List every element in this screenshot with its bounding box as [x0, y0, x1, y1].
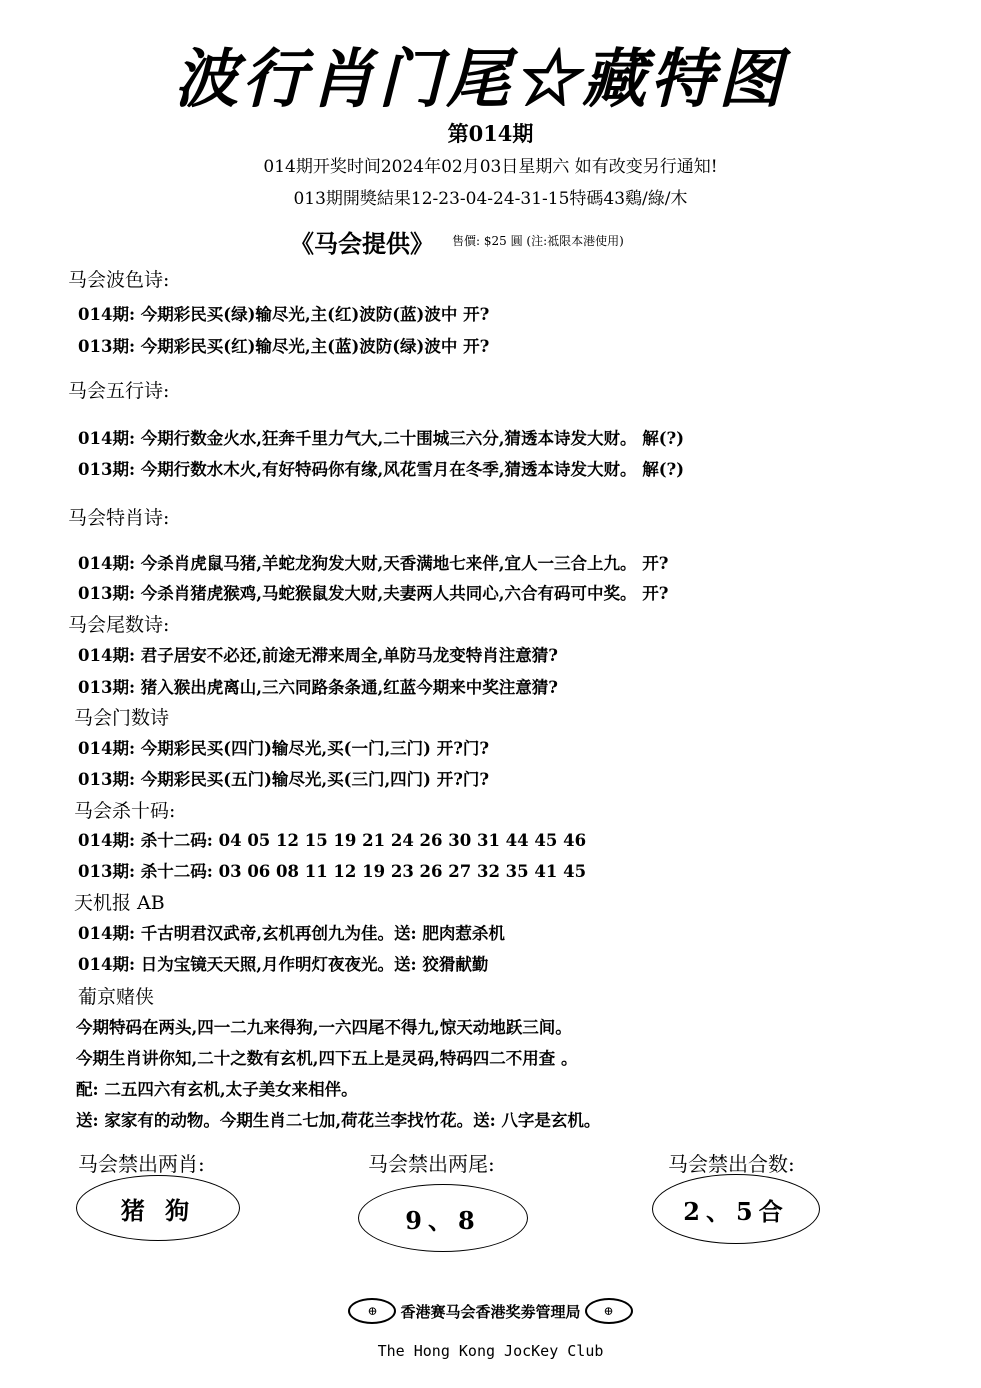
club-name: The Hong Kong JocKey Club [377, 1342, 604, 1360]
ban-tail-value: 9、8 [405, 1205, 481, 1235]
provider-label: 《马会提供》 [290, 229, 434, 258]
ban-sum-label: 马会禁出合数: [668, 1152, 795, 1176]
five-elements-line: 014期: 今期行数金火水,狂奔千里力气大,二十围城三六分,猜透本诗发大财。 解(?) [78, 429, 685, 448]
org-name: 香港赛马会香港奖劵管理局 [400, 1302, 581, 1321]
special-zodiac-line: 014期: 今杀肖虎鼠马猪,羊蛇龙狗发大财,天香满地七来伴,宜人一三合上九。 开? [78, 554, 669, 573]
section-tianji-title: 天机报 AB [74, 892, 165, 914]
gambler-line: 今期特码在两头,四一二九来得狗,一六四尾不得九,惊天动地跃三间。 [76, 1018, 572, 1037]
ban-sum-value: 2、5合 [683, 1196, 789, 1226]
kill-ten-line: 014期: 杀十二码: 04 05 12 15 19 21 24 26 30 31 44 45 46 [78, 831, 587, 850]
gambler-line: 配: 二五四六有玄机,太子美女来相伴。 [76, 1080, 358, 1099]
door-poem-line: 013期: 今期彩民买(五门)输尽光,买(三门,四门) 开?门? [78, 770, 490, 789]
issue-number: 第014期 [447, 121, 534, 146]
tail-poem-line: 014期: 君子居安不必还,前途无滞来周全,单防马龙变特肖注意猜? [78, 646, 558, 665]
section-gambler-title: 葡京赌侠 [78, 986, 155, 1008]
door-poem-line: 014期: 今期彩民买(四门)输尽光,买(一门,三门) 开?门? [78, 739, 490, 758]
ban-tail-label: 马会禁出两尾: [368, 1152, 495, 1176]
jockey-club-emblem-icon: ⊕ [348, 1298, 396, 1324]
kill-ten-line: 013期: 杀十二码: 03 06 08 11 12 19 23 26 27 32 35 41 45 [78, 862, 587, 881]
section-wave-poem-title: 马会波色诗: [68, 269, 170, 291]
section-tail-poem-title: 马会尾数诗: [68, 614, 170, 636]
gambler-line: 送: 家家有的动物。今期生肖二七加,荷花兰李找竹花。送: 八字是玄机。 [76, 1111, 601, 1130]
ban-zodiac-oval [76, 1175, 240, 1241]
ban-tail-oval [358, 1184, 528, 1252]
footer-logo-row [0, 1298, 981, 1324]
ban-sum-oval [652, 1174, 820, 1244]
ban-zodiac-value: 猪 狗 [120, 1195, 196, 1225]
tianji-line: 014期: 千古明君汉武帝,玄机再创九为佳。送: 肥肉惹杀机 [78, 924, 505, 943]
tail-poem-line: 013期: 猪入猴出虎离山,三六同路条条通,红蓝今期来中奖注意猜? [78, 678, 558, 697]
tianji-line: 014期: 日为宝镜天天照,月作明灯夜夜光。送: 狡猾献勤 [78, 955, 489, 974]
section-kill-ten-title: 马会杀十码: [74, 800, 176, 822]
section-special-zodiac-title: 马会特肖诗: [68, 507, 170, 529]
page-title: 波行肖门尾☆藏特图 [174, 42, 786, 117]
five-elements-line: 013期: 今期行数水木火,有好特码你有缘,风花雪月在冬季,猜透本诗发大财。 解(?) [78, 460, 685, 479]
draw-time: 014期开奖时间2024年02月03日星期六 如有改变另行通知! [263, 157, 718, 177]
ban-zodiac-label: 马会禁出两肖: [78, 1152, 205, 1176]
wave-poem-line: 013期: 今期彩民买(红)输尽光,主(蓝)波防(绿)波中 开? [78, 337, 490, 356]
price-note: 售價: $25 圓 (注:祗限本港使用) [452, 234, 624, 248]
special-zodiac-line: 013期: 今杀肖猪虎猴鸡,马蛇猴鼠发大财,夫妻两人共同心,六合有码可中奖。 开? [78, 584, 669, 603]
gambler-line: 今期生肖讲你知,二十之数有玄机,四下五上是灵码,特码四二不用查 。 [76, 1049, 578, 1068]
section-five-elements-title: 马会五行诗: [68, 380, 170, 402]
jockey-club-emblem-icon: ⊕ [585, 1298, 633, 1324]
last-result: 013期開獎結果12-23-04-24-31-15特碼43鷄/綠/木 [293, 189, 688, 209]
section-door-poem-title: 马会门数诗 [74, 707, 170, 729]
wave-poem-line: 014期: 今期彩民买(绿)输尽光,主(红)波防(蓝)波中 开? [78, 305, 490, 324]
